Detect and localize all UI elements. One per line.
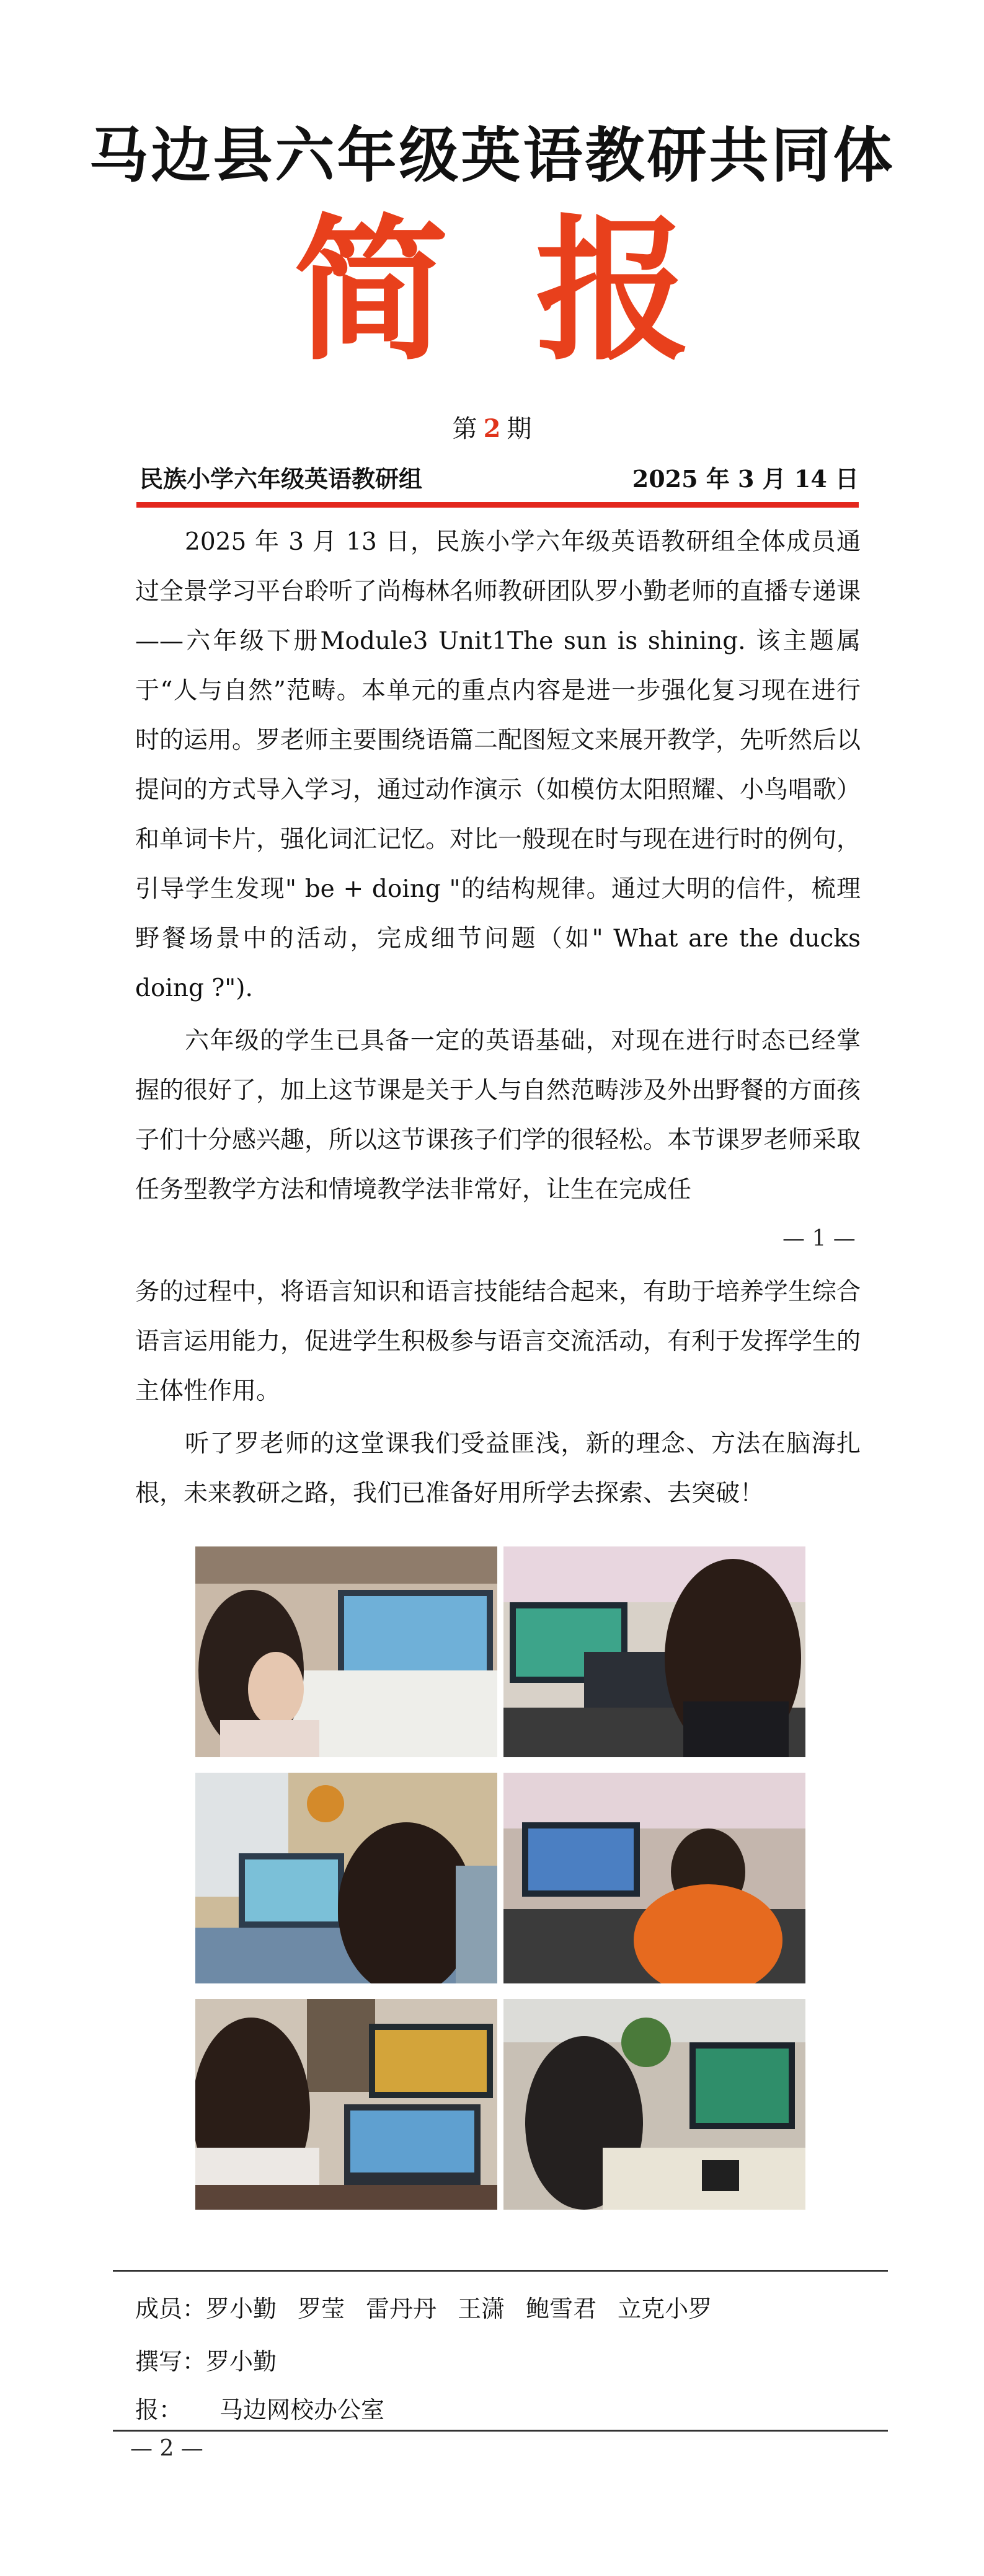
photo-5 (195, 1999, 497, 2210)
red-divider (136, 502, 859, 508)
issue-number: 2 (483, 414, 501, 443)
writer-label: 撰写： (135, 2348, 206, 2375)
member-name: 立克小罗 (618, 2295, 712, 2322)
brief-title: 简报 (293, 201, 778, 381)
paragraph-2b: 务的过程中，将语言知识和语言技能结合起来，有助于培养学生综合语言运用能力，促进学生积极参与语言交流活动，有利于发挥学生的主体性作用。 (135, 1278, 861, 1405)
page-number-2: — 2 — (130, 2436, 203, 2461)
issue-line (0, 409, 984, 444)
report-line (135, 2391, 384, 2428)
member-name: 王潇 (458, 2295, 505, 2322)
writer-line (135, 2343, 277, 2380)
footer-bottom-rule (113, 2430, 888, 2432)
writer-name: 罗小勤 (206, 2348, 277, 2375)
photo-3 (195, 1773, 497, 1983)
members-line (135, 2290, 712, 2327)
report-recipient: 马边网校办公室 (219, 2396, 385, 2424)
group-name: 民族小学六年级英语教研组 (140, 465, 423, 493)
member-name: 雷丹丹 (366, 2295, 437, 2322)
member-name: 罗莹 (298, 2295, 345, 2322)
issue-prefix: 第 (452, 415, 477, 443)
issue-suffix: 期 (507, 415, 532, 443)
paragraph-2a: 六年级的学生已具备一定的英语基础，对现在进行时态已经掌握的很好了，加上这节课是关于人与自然范畴涉及外出野餐的方面孩子们十分感兴趣，所以这节课孩子们学的很轻松。本节课罗老师采取任务型教学方法和情境教学法非常好，让生在完成任 (135, 1027, 861, 1204)
photo-6 (503, 1999, 805, 2210)
photo-2 (503, 1546, 805, 1757)
photo-1 (195, 1546, 497, 1757)
member-name: 罗小勤 (206, 2295, 277, 2322)
subheader (140, 460, 859, 494)
publish-date: 2025 年 3 月 14 日 (632, 465, 859, 493)
paragraph-3: 听了罗老师的这堂课我们受益匪浅，新的理念、方法在脑海扎根，未来教研之路，我们已准备好用所学去探索、去突破！ (135, 1430, 861, 1507)
page-number-1: — 1 — (782, 1226, 856, 1251)
photo-4 (503, 1773, 805, 1983)
members-label: 成员： (135, 2295, 206, 2322)
report-label: 报： (135, 2396, 183, 2424)
footer-top-rule (113, 2270, 888, 2272)
page-title: 马边县六年级英语教研共同体 (89, 121, 895, 190)
paragraph-1: 2025 年 3 月 13 日，民族小学六年级英语教研组全体成员通过全景学习平台聆听了尚梅林名师教研团队罗小勤老师的直播专递课——六年级下册Module3 Unit1The sun is shining. 该主题属于“人与自然”范畴。本单元的重点内容是进一步强化复习现在进行时的运用。罗老师主要围绕语篇二配图短文来展开教学，先听然后以提问的方式导入学习，通过动作演示（如模仿太阳照耀、小鸟唱歌）和单词卡片，强化词汇记忆。对比一般现在时与现在进行时的例句，引导学生发现" be + doing "的结构规律。通过大明的信件，梳理野餐场景中的活动，完成细节问题（如" What are the ducks doing ?"). (135, 528, 861, 1002)
member-name: 鲍雪君 (526, 2295, 597, 2322)
